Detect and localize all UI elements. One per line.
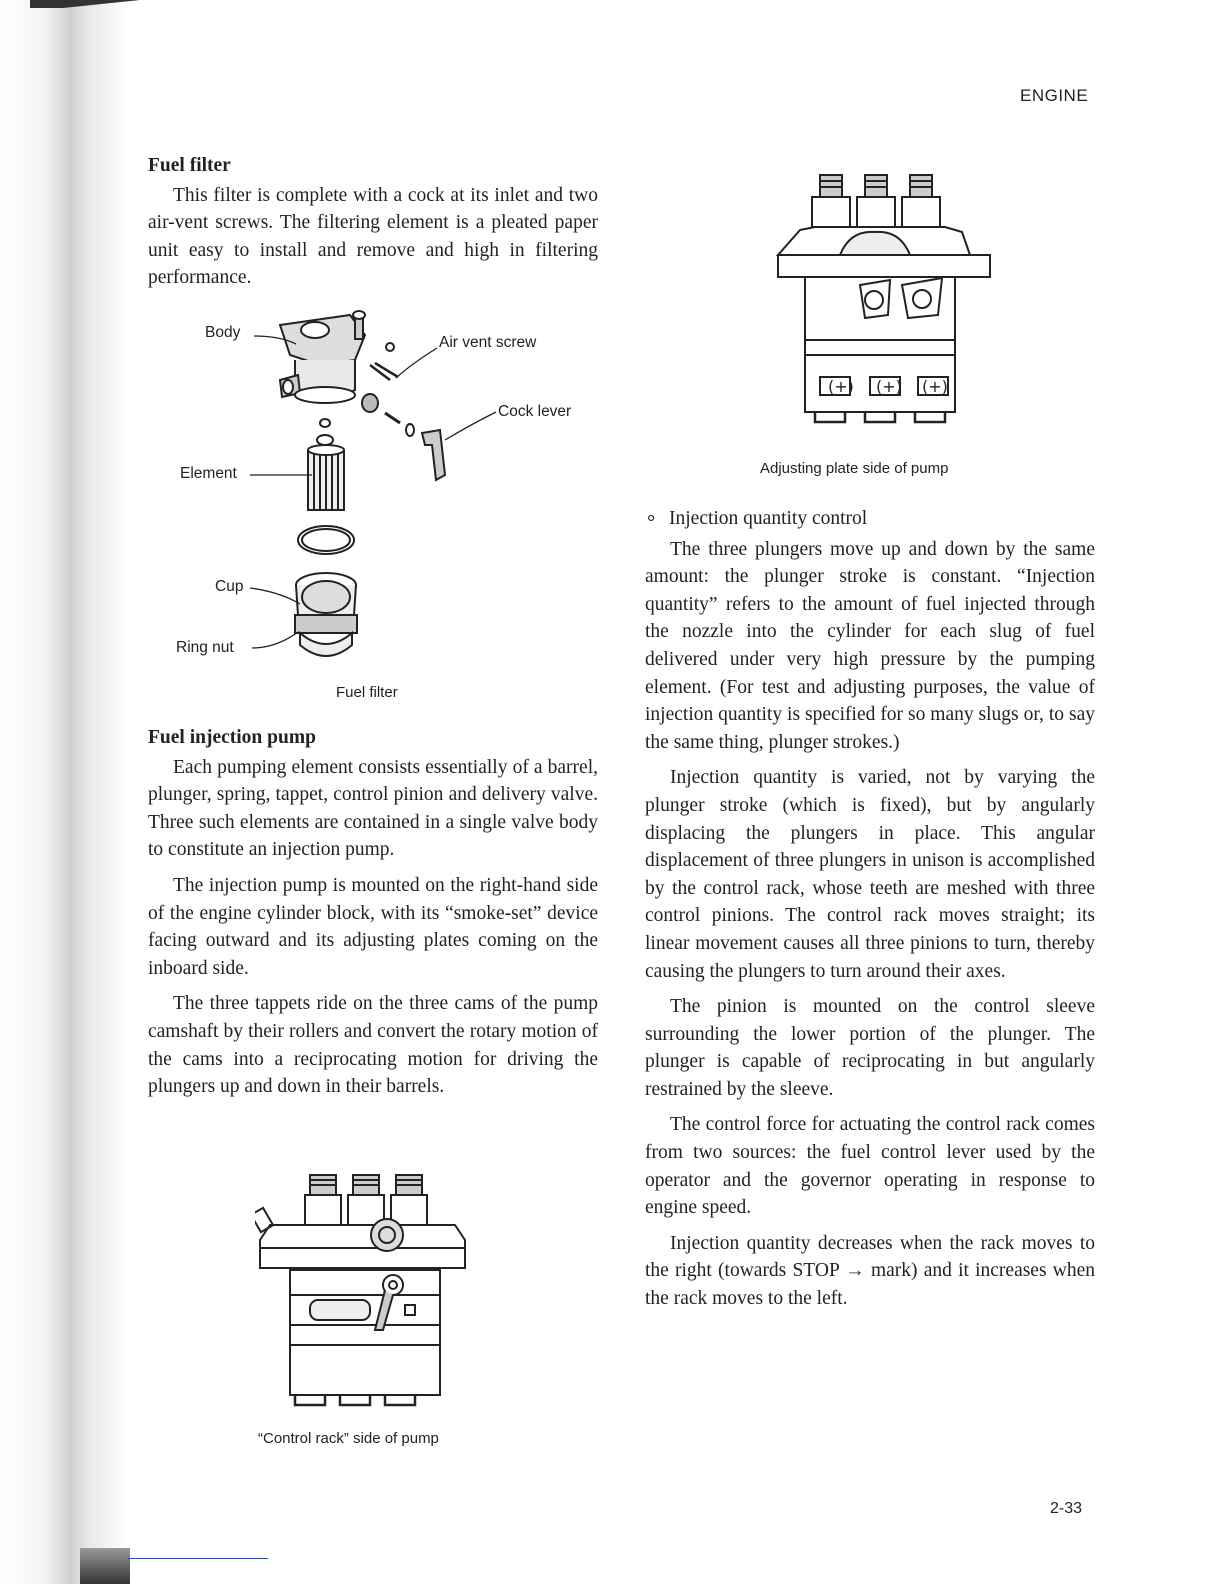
injection-paragraph-4: The control force for actuating the control rack comes from two sources: the fuel control lever used by the operator and the governor operating in response to engine speed. (645, 1114, 1095, 1219)
fuel-filter-caption: Fuel filter (336, 684, 398, 701)
fuel-injection-pump-heading: Fuel injection pump (148, 727, 316, 748)
label-air-vent-screw: Air vent screw (439, 334, 537, 351)
adjusting-plate-caption: Adjusting plate side of pump (760, 460, 949, 477)
fuel-injection-pump-section (148, 724, 598, 1109)
injection-paragraph-2: Injection quantity is varied, not by varying the plunger stroke (which is fixed), but by angularly displacing the plungers in place. This angular displacement of three plungers in unison is accomplished by the control rack, whose teeth are meshed with three control pinions. The control rack moves straight; its linear movement causes all three pinions to turn, thereby causing the plungers to turn around their axes. (645, 767, 1095, 982)
bullet-icon: ∘ (645, 508, 658, 529)
svg-text:(+): (+) (876, 377, 902, 396)
injection-quantity-heading (645, 505, 1095, 533)
page-number: 2-33 (1050, 1500, 1083, 1517)
label-ring-nut: Ring nut (176, 639, 234, 656)
label-cock-lever: Cock lever (498, 403, 572, 420)
fuel-filter-heading: Fuel filter (148, 155, 231, 176)
svg-text:(+): (+) (828, 377, 854, 396)
injection-paragraph-1: The three plungers move up and down by the same amount: the plunger stroke is constant. “Injection quantity” refers to the amount of fuel injected through the nozzle into the cylinder for each slug of fuel delivered under very high pressure by the pumping element. (For test and adjusting purposes, the value of injection quantity is specified for so many slugs or, to say the same thing, plunger strokes.) (645, 538, 1095, 753)
pump-paragraph-2: The injection pump is mounted on the right-hand side of the engine cylinder block, with its “smoke-set” device facing outward and its adjusting plates coming on the inboard side. (148, 874, 598, 979)
injection-paragraph-5: Injection quantity decreases when the rack moves to the right (towards STOP → mark) and it increases when the rack moves to the left. (645, 1232, 1095, 1310)
control-rack-caption: “Control rack” side of pump (258, 1430, 439, 1447)
section-header: ENGINE (1020, 86, 1089, 105)
injection-quantity-section (645, 505, 1095, 1321)
label-cup: Cup (215, 578, 244, 595)
pump-paragraph-3: The three tappets ride on the three cams of the pump camshaft by their rollers and convert the rotary motion of the cams into a reciprocating motion for driving the plungers up and down in their barrels. (148, 993, 598, 1098)
injection-paragraph-3: The pinion is mounted on the control sleeve surrounding the lower portion of the plunger. The plunger is capable of reciprocating in but angularly restrained by the sleeve. (645, 996, 1095, 1100)
label-body: Body (205, 324, 241, 341)
control-rack-side-figure (255, 1170, 480, 1420)
injection-quantity-heading-text: Injection quantity control (669, 508, 868, 529)
svg-text:(+): (+) (922, 377, 948, 396)
label-element: Element (180, 465, 237, 482)
pump-paragraph-1: Each pumping element consists essentially of a barrel, plunger, spring, tappet, control pinion and delivery valve. Three such elements are contained in a single valve body to constitute an injection pump. (148, 756, 598, 861)
fuel-filter-body: This filter is complete with a cock at its inlet and two air-vent screws. The filtering element is a pleated paper unit easy to install and remove and high in filtering performance. (148, 184, 598, 289)
adjusting-plate-side-figure (770, 170, 995, 430)
